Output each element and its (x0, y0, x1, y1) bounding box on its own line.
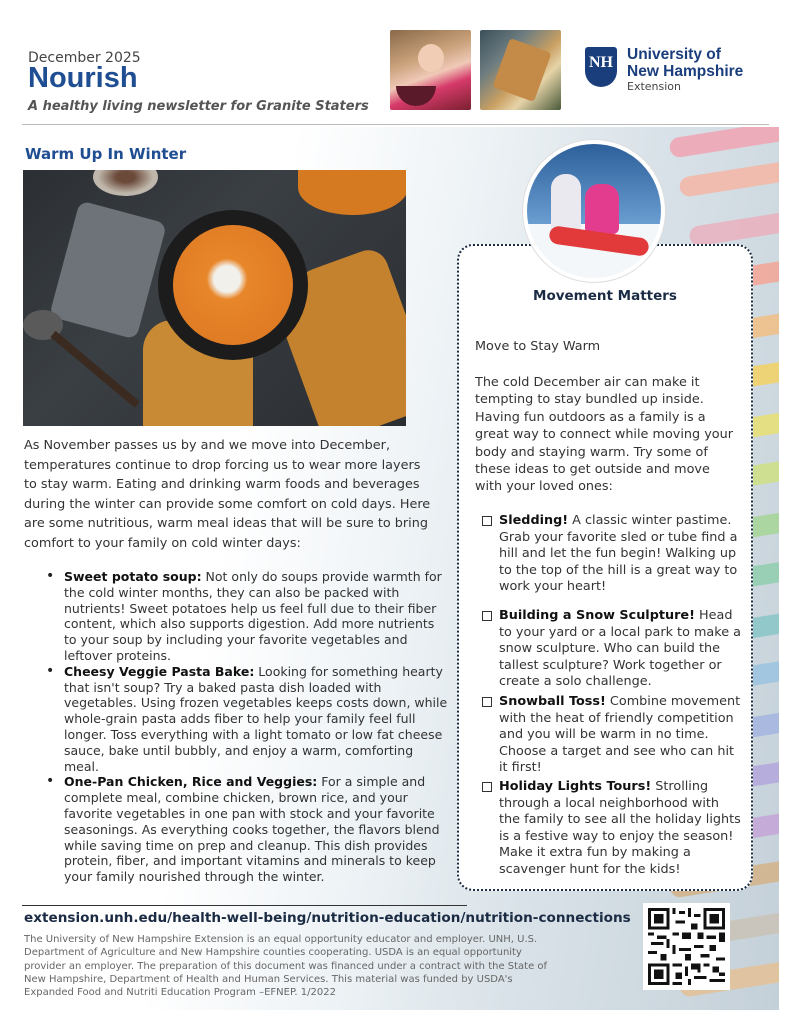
sandwich-shape (492, 38, 551, 102)
activity-item-snowball-toss (482, 694, 742, 777)
newsletter-subtitle: A healthy living newsletter for Granite Staters (28, 99, 369, 114)
berry-bowl-shape (396, 86, 436, 106)
section-title-warm-up: Warm Up In Winter (25, 145, 187, 163)
movement-matters-title: Movement Matters (533, 288, 677, 304)
header-divider (22, 124, 769, 125)
meal-idea-title: One-Pan Chicken, Rice and Veggies: (64, 774, 318, 790)
activity-title: Sledding! (499, 513, 569, 528)
activity-text: A classic winter pastime. Grab your favorite sled or tube find a hill and let the fun begin! Walking up to the top of the hill is a great way to work your heart! (499, 513, 738, 595)
pencil-pink (668, 127, 779, 159)
soup-bowl-photo (23, 170, 406, 426)
activity-title: Holiday Lights Tours! (499, 779, 652, 794)
child-face-shape (418, 44, 444, 72)
logo-line-2: New Hampshire (627, 63, 744, 80)
unh-shield-mark: NH (589, 54, 613, 71)
meal-ideas-list (44, 569, 449, 885)
newsletter-month: December 2025 (28, 50, 141, 66)
movement-subtitle: Move to Stay Warm (475, 339, 601, 354)
meal-idea-title: Sweet potato soup: (64, 569, 202, 584)
intro-paragraph: As November passes us by and we move into December, temperatures continue to drop forcing us to wear more layers to stay warm. Eating and drinking warm foods and beverages during the winter can provide some comfort on cold days. Here are some nutritious, warm meal ideas that will be sure to bring comfort to your family on cold winter days: (24, 438, 431, 551)
footer-divider (22, 905, 467, 906)
logo-line-3: Extension (627, 80, 682, 93)
pencil-rose (688, 207, 779, 247)
activity-title: Snowball Toss! (499, 694, 606, 709)
squash-shape (298, 170, 406, 215)
pencil-salmon (678, 156, 779, 198)
logo-line-1: University of (627, 46, 721, 63)
meal-idea-title: Cheesy Veggie Pasta Bake: (64, 663, 255, 679)
checkbox-icon (482, 516, 492, 526)
sandwich-plate-photo (480, 30, 561, 110)
spoon-handle-shape (50, 331, 139, 408)
movement-intro: The cold December air can make it tempting to stay bundled up inside. Having fun outdoors as a family is a great way to connect while moving your body and staying warm. Try some of these ideas to get outside and move with your loved ones: (475, 375, 733, 495)
meal-idea-item (44, 664, 449, 775)
activity-text: Combine movement with the heat of friendly competition and you will be warm in no time. Choose a target and see who can hit it first! (499, 694, 741, 776)
meal-idea-text: Not only do soups provide warmth for the cold winter months, they can also be packed with nutrients! Sweet potatoes help us feel full due to their fiber content, which also supports digestion. Add more nutrients to your soup by including your favorite vegetables and leftover proteins. (64, 569, 442, 663)
checkbox-icon (482, 782, 492, 792)
sledding-family-photo (523, 140, 665, 282)
unh-shield-icon (585, 47, 617, 87)
napkin-shape (49, 200, 167, 339)
meal-idea-text: Looking for something hearty that isn't soup? Try a baked pasta dish loaded with vegetables. Using frozen vegetables keeps costs down, while whole-grain pasta adds fiber to help your family feel full longer. Toss everything with a light tomato or low fat cheese sauce, bake until bubbly, and enjoy a warm, comforting meal. (64, 663, 448, 774)
meal-idea-text: For a simple and complete meal, combine chicken, brown rice, and your favorite vegetables in one pan with stock and your favorite seasonings. As everything cooks together, the flavors blend while saving time on prep and cleanup. This dish provides protein, fiber, and important vitamins and minerals to keep your family nourished through the winter. (64, 774, 440, 885)
adult-figure-shape (551, 174, 581, 234)
meal-idea-item (44, 569, 449, 664)
activity-item-snow-sculpture (482, 608, 742, 691)
nutrition-connections-link[interactable]: extension.unh.edu/health-well-being/nutrition-education/nutrition-connections (24, 910, 631, 926)
meal-idea-item (44, 774, 449, 885)
peppercorn-dish-shape (93, 170, 158, 196)
activity-text: Head to your yard or a local park to make a snow sculpture. Who can build the tallest sculpture? Work together or create a solo challenge. (499, 608, 742, 690)
newsletter-title: Nourish (28, 62, 138, 94)
checkbox-icon (482, 697, 492, 707)
activity-item-holiday-lights (482, 779, 742, 879)
child-eating-photo (390, 30, 471, 110)
checkbox-icon (482, 611, 492, 621)
activity-text: Strolling through a local neighborhood with the family to see all the holiday lights is a festive way to enjoy the season! Make it extra fun by making a scavenger hunt for the kids! (499, 779, 741, 877)
activity-title: Building a Snow Sculpture! (499, 608, 695, 623)
soup-shape (173, 225, 293, 345)
child-figure-shape (585, 184, 619, 234)
qr-code-icon[interactable] (643, 903, 730, 990)
activity-item-sledding (482, 513, 742, 596)
legal-disclaimer: The University of New Hampshire Extension is an equal opportunity educator and employer. UNH, U.S. Department of Agriculture and New Hampshire counties cooperating. USDA is an equal opportunity provider an employer. The preparation of this document was financed under a contract with the State of New Hampshire, Department of Health and Human Services. This material was funded by USDA's Expanded Food and Nutriti Education Program –EFNEP. 1/2022 (24, 934, 548, 999)
